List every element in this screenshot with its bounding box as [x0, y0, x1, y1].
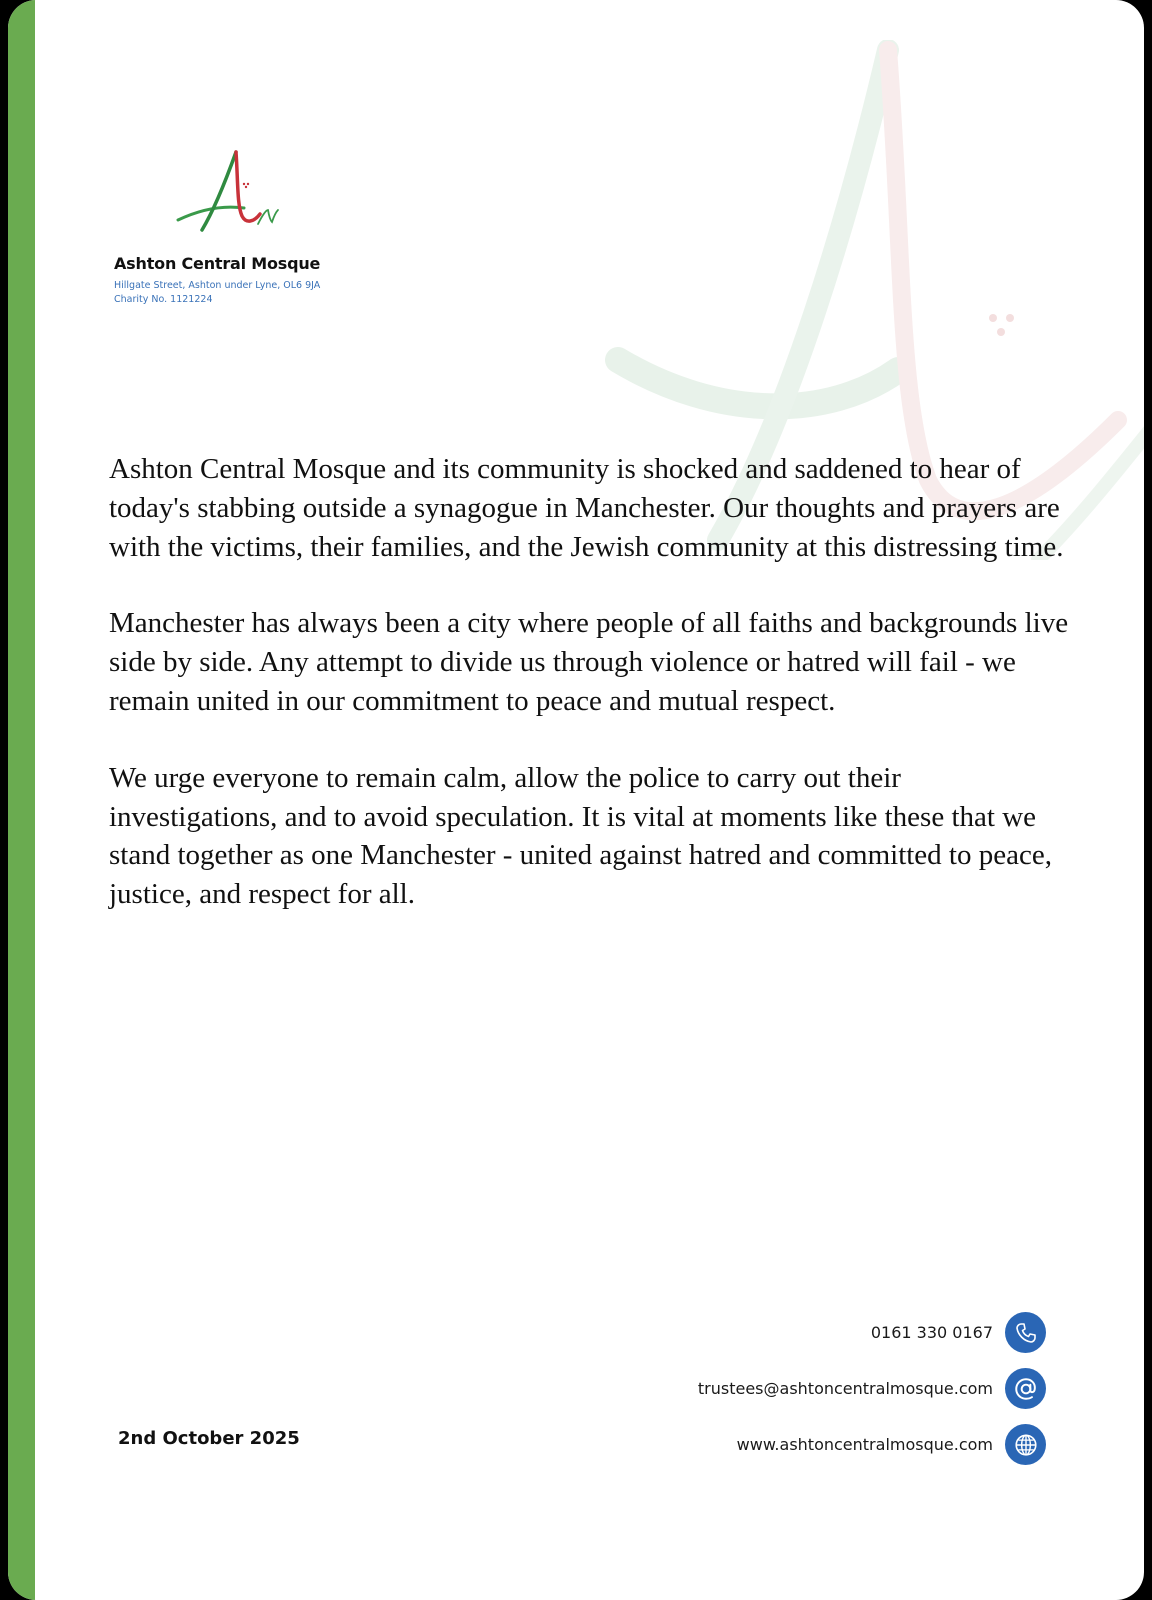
at-sign-icon: [1005, 1368, 1046, 1409]
statement-date: 2nd October 2025: [118, 1428, 300, 1449]
contact-website[interactable]: [737, 1424, 1046, 1465]
green-side-strip: [8, 0, 35, 1600]
statement-paragraph: Manchester has always been a city where people of all faiths and backgrounds live side by side. Any attempt to divide us through violence or hatred will fail - we remain united in our commitment to peace and mutual respect.: [109, 607, 1069, 717]
globe-icon: [1005, 1424, 1046, 1465]
statement-body: [109, 450, 1069, 952]
acm-monogram-logo: [174, 150, 284, 234]
phone-icon: [1005, 1312, 1046, 1353]
email-address[interactable]: trustees@ashtoncentralmosque.com: [697, 1379, 993, 1398]
statement-paragraph: We urge everyone to remain calm, allow the police to carry out their investigations, and to avoid speculation. It is vital at moments like these that we stand together as one Manchester - united against hatred and committed to peace, justice, and respect for all.: [109, 761, 1052, 911]
charity-number: Charity No. 1121224: [114, 294, 213, 305]
website-url[interactable]: www.ashtoncentralmosque.com: [736, 1435, 993, 1454]
contact-email[interactable]: [698, 1368, 1046, 1409]
contact-phone[interactable]: [871, 1312, 1046, 1353]
statement-paragraph: Ashton Central Mosque and its community is shocked and saddened to hear of today's stabbing outside a synagogue in Manchester. Our thoughts and prayers are with the victims, their families, and the Jewish community at this distressing time.: [109, 453, 1064, 563]
phone-number[interactable]: 0161 330 0167: [870, 1323, 993, 1342]
letterhead-page: [8, 0, 1144, 1600]
organization-name: Ashton Central Mosque: [114, 254, 321, 273]
organization-address: Hillgate Street, Ashton under Lyne, OL6 9JA: [114, 280, 321, 291]
